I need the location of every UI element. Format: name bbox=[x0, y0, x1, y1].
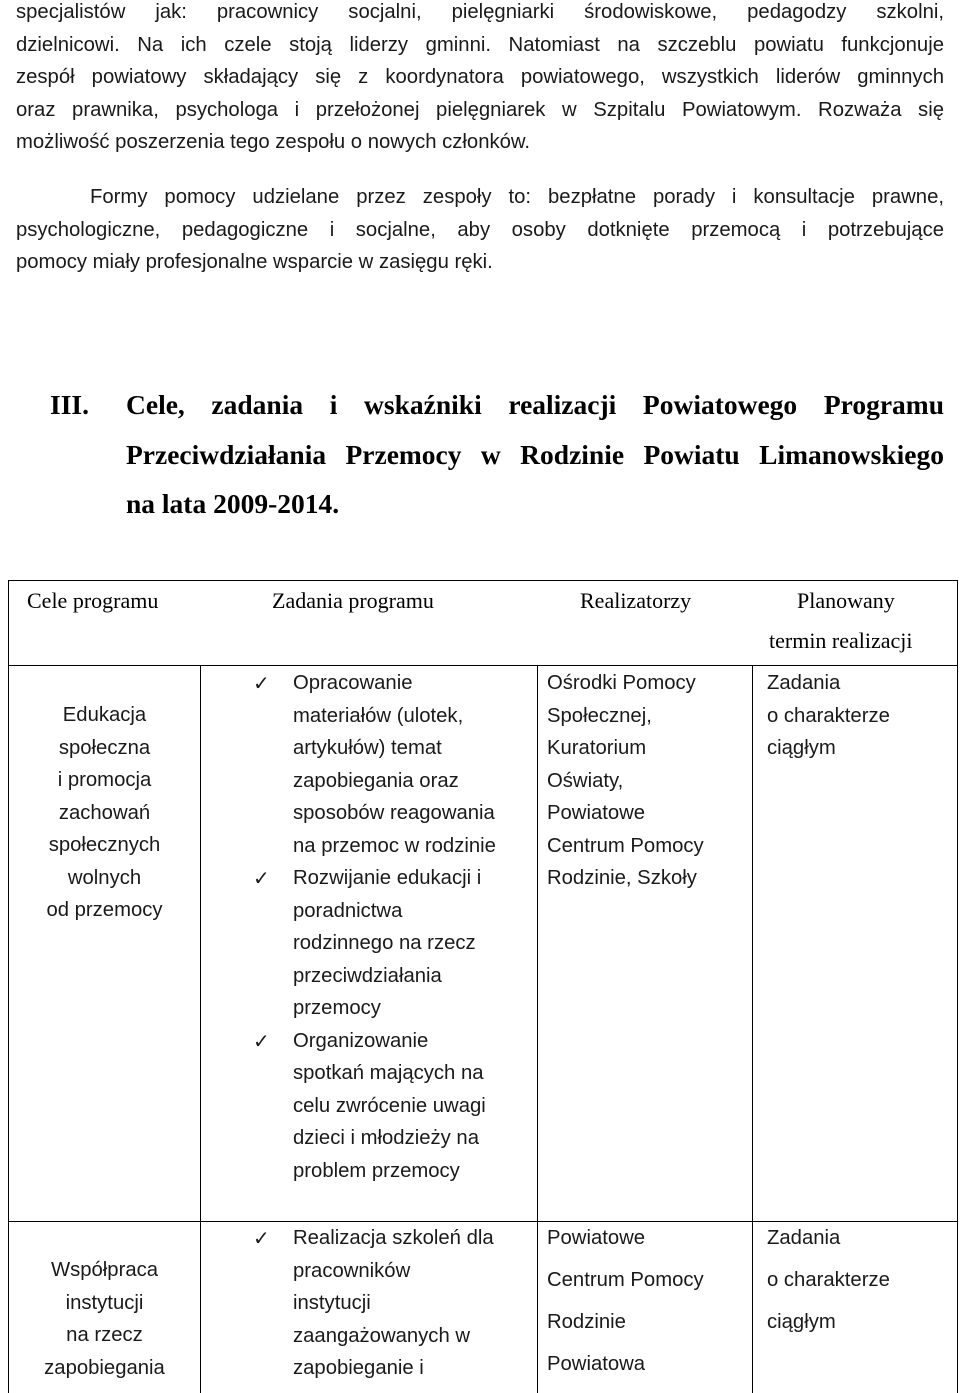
column-divider bbox=[752, 665, 753, 1393]
checkmark-icon: ✓ bbox=[253, 1226, 270, 1250]
task-line: na przemoc w rodzinie bbox=[293, 834, 496, 857]
row1-deadline bbox=[767, 667, 952, 765]
goal-line: instytucji bbox=[65, 1291, 144, 1314]
deadline-line: ciągłym bbox=[767, 1311, 836, 1333]
header-tasks: Zadania programu bbox=[272, 588, 434, 613]
row1-tasks bbox=[251, 667, 537, 1187]
task-item bbox=[251, 1025, 537, 1188]
deadline-line: o charakterze bbox=[767, 1269, 890, 1291]
task-line: instytucji bbox=[293, 1292, 371, 1314]
text-line: oraz prawnika, psychologa i przełożonej pielęgniarek w Szpitalu Powiatowym. Rozważa się bbox=[16, 98, 944, 121]
column-divider bbox=[200, 665, 201, 1393]
task-line: celu zwrócenie uwagi bbox=[293, 1094, 486, 1117]
task-line: Opracowanie bbox=[293, 672, 413, 694]
text-line: dzielnicowi. Na ich czele stoją liderzy gminni. Natomiast na szczeblu powiatu funkcjonuje bbox=[16, 33, 944, 56]
task-line: poradnictwa bbox=[293, 899, 403, 922]
task-line: problem przemocy bbox=[293, 1159, 460, 1182]
goal-line: społeczna bbox=[58, 736, 151, 759]
goal-line: społecznych bbox=[48, 834, 161, 856]
executor-line: Kuratorium bbox=[547, 737, 647, 759]
executor-line: Ośrodki Pomocy bbox=[547, 672, 696, 694]
goal-line: Edukacja bbox=[62, 704, 147, 726]
goal-line: Współpraca bbox=[50, 1259, 159, 1281]
checkmark-icon: ✓ bbox=[253, 1028, 270, 1053]
deadline-line: o charakterze bbox=[767, 704, 890, 727]
row-divider bbox=[9, 665, 957, 666]
task-line: dzieci i młodzieży na bbox=[293, 1127, 479, 1149]
deadline-line: Zadania bbox=[767, 672, 841, 694]
goal-line: wolnych bbox=[67, 866, 142, 889]
row2-executors bbox=[547, 1217, 752, 1385]
executor-line: Powiatowa bbox=[547, 1353, 646, 1375]
executor-line: Powiatowe bbox=[547, 802, 646, 824]
text-line: zespół powiatowy składający się z koordynatora powiatowego, wszystkich liderów gminnych bbox=[16, 66, 944, 88]
executor-line: Rodzinie, Szkoły bbox=[547, 867, 697, 889]
task-line: zaangażowanych w bbox=[293, 1324, 471, 1347]
title-line: Przeciwdziałania Przemocy w Rodzinie Powiatu Limanowskiego bbox=[126, 438, 944, 470]
goal-line: zachowań bbox=[58, 801, 151, 824]
task-item bbox=[251, 862, 537, 1025]
row1-goal bbox=[9, 699, 200, 927]
executor-line: Oświaty, bbox=[547, 769, 624, 792]
text-line: psychologiczne, pedagogiczne i socjalne, aby osoby dotknięte przemocą i potrzebujące bbox=[16, 218, 944, 241]
task-line: przemocy bbox=[293, 997, 381, 1019]
row2-deadline bbox=[767, 1217, 952, 1343]
checkmark-icon: ✓ bbox=[253, 671, 270, 695]
text-line: możliwość poszerzenia tego zespołu o nowych członków. bbox=[16, 131, 531, 153]
header-deadline-2: termin realizacji bbox=[769, 628, 913, 653]
goal-line: na rzecz bbox=[66, 1324, 143, 1346]
task-line: artykułów) temat bbox=[293, 737, 442, 759]
deadline-line: ciągłym bbox=[767, 737, 836, 759]
executor-line: Centrum Pomocy bbox=[547, 1269, 704, 1291]
header-deadline-1: Planowany bbox=[797, 588, 895, 613]
executor-line: Centrum Pomocy bbox=[547, 834, 704, 857]
goal-line: od przemocy bbox=[46, 899, 163, 921]
section-title bbox=[126, 380, 944, 529]
task-item bbox=[251, 1222, 537, 1385]
header-goals: Cele programu bbox=[27, 588, 159, 613]
task-line: Organizowanie bbox=[293, 1029, 429, 1052]
task-line: Rozwijanie edukacji i bbox=[293, 867, 482, 889]
executor-line: Społecznej, bbox=[547, 704, 652, 727]
task-line: Realizacja szkoleń dla bbox=[293, 1227, 494, 1249]
goal-line: zapobiegania bbox=[44, 1356, 165, 1379]
task-line: rodzinnego na rzecz bbox=[293, 932, 476, 954]
checkmark-icon: ✓ bbox=[253, 866, 270, 890]
task-line: zapobiegania oraz bbox=[293, 769, 459, 792]
header-executors: Realizatorzy bbox=[580, 588, 692, 613]
text-line: specjalistów jak: pracownicy socjalni, pielęgniarki środowiskowe, pedagodzy szkolni, bbox=[16, 1, 944, 23]
row2-tasks bbox=[251, 1222, 537, 1385]
text-line: pomocy miały profesjonalne wsparcie w zasięgu ręki. bbox=[16, 251, 493, 273]
program-table bbox=[8, 580, 958, 1393]
section-number: III. bbox=[50, 389, 89, 420]
title-line: Cele, zadania i wskaźniki realizacji Powiatowego Programu bbox=[126, 389, 944, 420]
column-divider bbox=[537, 665, 538, 1393]
row1-executors bbox=[547, 667, 752, 895]
executor-line: Powiatowe bbox=[547, 1227, 646, 1249]
task-item bbox=[251, 667, 537, 862]
text-line: Formy pomocy udzielane przez zespoły to: bezpłatne porady i konsultacje prawne, bbox=[90, 186, 944, 208]
task-line: materiałów (ulotek, bbox=[293, 704, 464, 727]
intro-paragraph-1 bbox=[16, 0, 944, 159]
intro-paragraph-2 bbox=[16, 181, 944, 279]
executor-line: Rodzinie bbox=[547, 1311, 626, 1333]
goal-line: i promocja bbox=[57, 769, 152, 791]
task-line: przeciwdziałania bbox=[293, 964, 442, 987]
deadline-line: Zadania bbox=[767, 1227, 841, 1249]
row2-goal bbox=[9, 1254, 200, 1384]
title-line: na lata 2009-2014. bbox=[126, 488, 340, 519]
task-line: sposobów reagowania bbox=[293, 802, 495, 824]
task-line: spotkań mających na bbox=[293, 1062, 484, 1084]
task-line: pracowników bbox=[293, 1259, 411, 1282]
task-line: zapobieganie i bbox=[293, 1357, 424, 1379]
